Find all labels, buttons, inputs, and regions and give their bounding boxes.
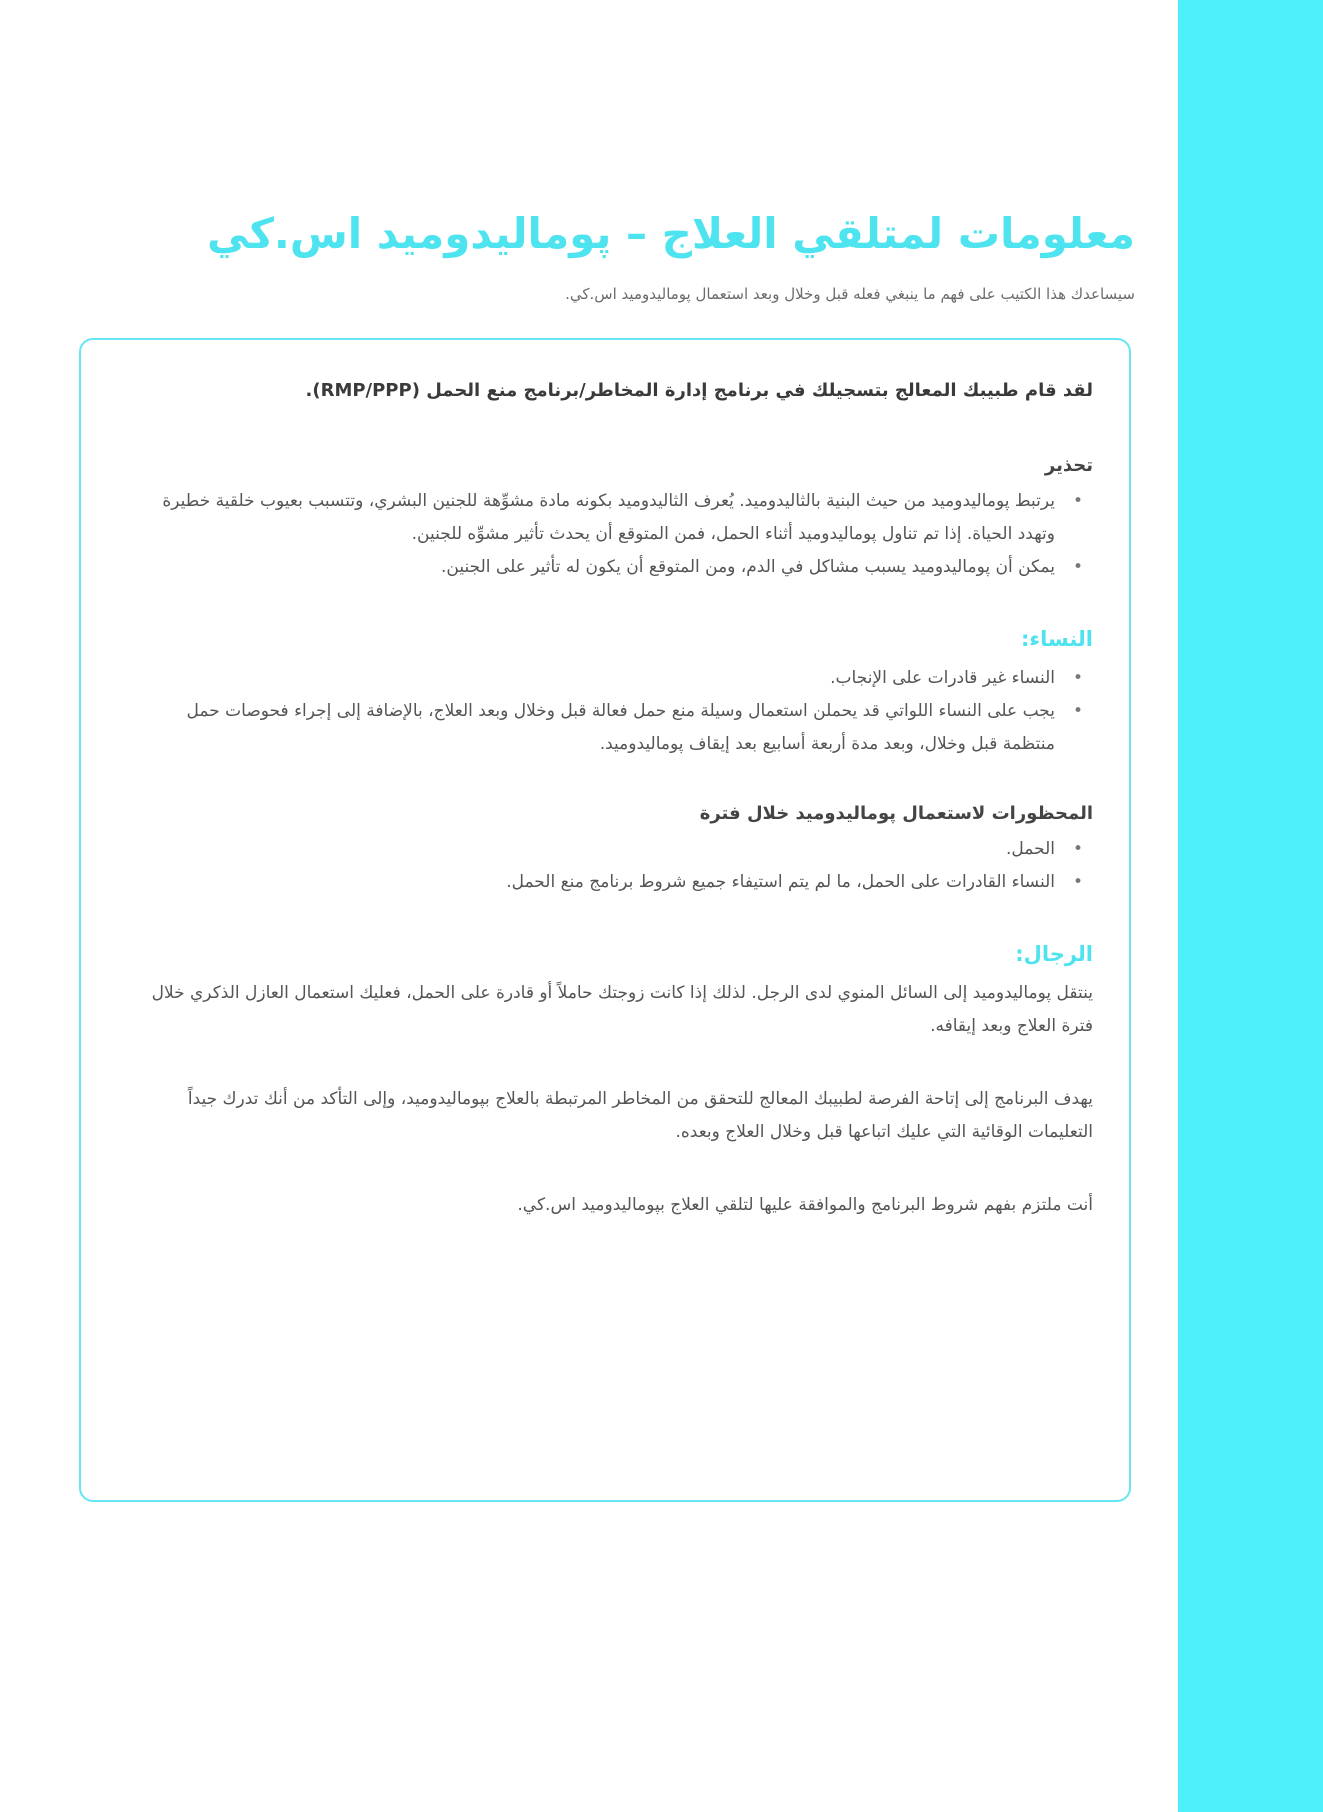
men-heading: الرجال: — [1015, 942, 1093, 966]
document-subtitle: سيساعدك هذا الكتيب على فهم ما ينبغي فعله قبل وخلال وبعد استعمال پوماليدوميد اس.كي. — [565, 285, 1135, 303]
program-paragraph: يهدف البرنامج إلى إتاحة الفرصة لطبيبك المعالج للتحقق من المخاطر المرتبطة بالعلاج بپوماليدوميد، وإلى التأكد من أنك تدرك جيداً التعليمات الوقائية التي عليك اتباعها قبل وخلال العلاج وبعده. — [187, 1089, 1093, 1142]
list-item: • النساء القادرات على الحمل، ما لم يتم استيفاء جميع شروط برنامج منع الحمل. — [133, 866, 1055, 899]
list-item: • يمكن أن پوماليدوميد يسبب مشاكل في الدم، ومن المتوقع أن يكون له تأثير على الجنين. — [133, 551, 1055, 584]
document-title: معلومات لمتلقي العلاج – پوماليدوميد اس.كي — [206, 209, 1135, 258]
commitment-paragraph: أنت ملتزم بفهم شروط البرنامج والموافقة عليها لتلقي العلاج بپوماليدوميد اس.كي. — [517, 1195, 1093, 1215]
prohibited-heading: المحظورات لاستعمال پوماليدوميد خلال فترة — [699, 803, 1093, 824]
list-item: • يرتبط پوماليدوميد من حيث البنية بالثاليدوميد. يُعرف الثاليدوميد بكونه مادة مشوِّهة للجنين البشري، وتتسبب بعيوب خلقية خطيرة وتهدد الحياة. إذا تم تناول پوماليدوميد أثناء الحمل، فمن المتوقع أن يحدث تأثير مشوِّه للجنين. — [133, 485, 1055, 551]
side-color-band — [1178, 0, 1323, 1812]
list-item: • الحمل. — [133, 833, 1055, 866]
women-heading: النساء: — [1020, 627, 1093, 651]
women-list — [133, 662, 1093, 761]
warnings-heading: تحذير — [1044, 455, 1093, 476]
info-box-content — [133, 374, 1093, 1262]
men-paragraph: ينتقل پوماليدوميد إلى السائل المنوي لدى الرجل. لذلك إذا كانت زوجتك حاملاً أو قادرة على الحمل، فعليك استعمال العازل الذكري خلال فترة العلاج وبعد إيقافه. — [151, 983, 1093, 1036]
warnings-list — [133, 485, 1093, 584]
list-item: • يجب على النساء اللواتي قد يحملن استعمال وسيلة منع حمل فعالة قبل وخلال وبعد العلاج، بالإضافة إلى إجراء فحوصات حمل منتظمة قبل وخلال، وبعد مدة أربعة أسابيع بعد إيقاف پوماليدوميد. — [133, 695, 1055, 761]
prohibited-list — [133, 833, 1093, 899]
intro-paragraph: لقد قام طبيبك المعالج بتسجيلك في برنامج إدارة المخاطر/برنامج منع الحمل (RMP/PPP). — [305, 380, 1093, 401]
list-item: • النساء غير قادرات على الإنجاب. — [133, 662, 1055, 695]
info-box — [79, 338, 1131, 1502]
